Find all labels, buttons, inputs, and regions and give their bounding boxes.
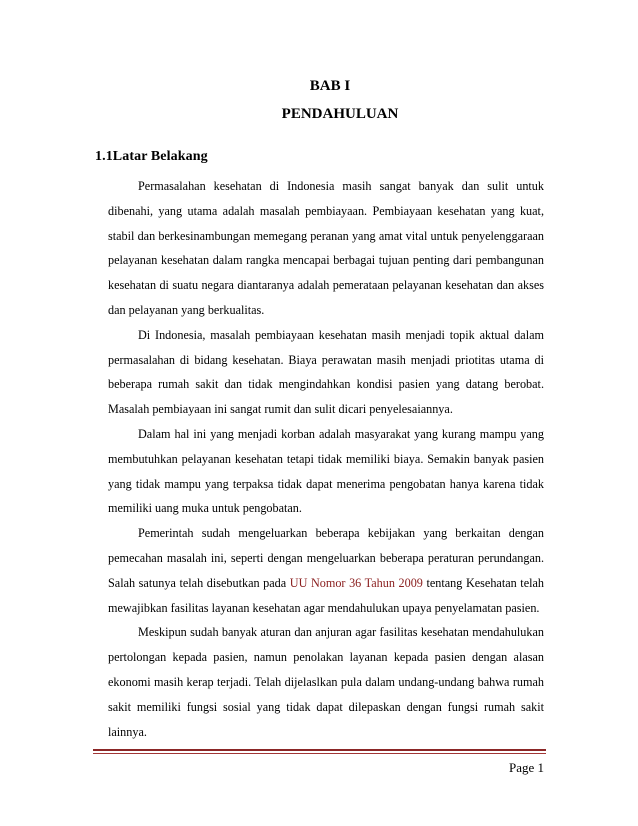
- body-text: [108, 174, 544, 744]
- paragraph-2: Di Indonesia, masalah pembiayaan kesehatan masih menjadi topik aktual dalam permasalahan di bidang kesehatan. Biaya perawatan masih menjadi priotitas utama di beberapa rumah sakit dan tidak mengindahkan kondisi pasien yang datang berobat. Masalah pembiayaan ini sangat rumit dan sulit dicari penyelesaiannya.: [108, 327, 544, 417]
- paragraph-3: Dalam hal ini yang menjadi korban adalah masyarakat yang kurang mampu yang membutuhkan pelayanan kesehatan tetapi tidak memiliki biaya. Semakin banyak pasien yang tidak mampu yang terpaksa tidak dapat menerima pengobatan hanya karena tidak memiliki uang muka untuk pengobatan.: [108, 426, 544, 516]
- paragraph-5: Meskipun sudah banyak aturan dan anjuran agar fasilitas kesehatan mendahulukan pertolongan kepada pasien, namun penolakan layanan kepada pasien dengan alasan ekonomi masih kerap terjadi. Telah dijelaslkan pula dalam undang-undang bahwa rumah sakit memiliki fungsi sosial yang tidak dapat dilepaskan dengan fungsi rumah sakit lainnya.: [108, 625, 544, 739]
- paragraph-4-text-after: tentang Kesehatan telah mewajibkan fasilitas layanan kesehatan agar mendahulukan upaya penyelamatan pasien.: [108, 575, 544, 615]
- chapter-label: BAB I: [309, 78, 351, 94]
- page-number: Page 1: [508, 760, 544, 775]
- paragraph-4: [108, 521, 544, 620]
- law-reference-link[interactable]: UU Nomor 36 Tahun 2009: [289, 575, 423, 590]
- paragraph-1: Permasalahan kesehatan di Indonesia masih sangat banyak dan sulit untuk dibenahi, yang utama adalah masalah pembiayaan. Pembiayaan kesehatan yang kuat, stabil dan berkesinambungan memegang peranan yang amat vital untuk penyelenggaraan pelayanan kesehatan dalam rangka mencapai berbagai tujuan penting dari pembangunan kesehatan di suatu negara diantaranya adalah pemerataan pelayanan kesehatan dan akses dan pelayanan yang berkualitas.: [108, 179, 544, 317]
- footer-rule-thin: [93, 753, 546, 754]
- chapter-title: PENDAHULUAN: [281, 106, 399, 122]
- paragraph-4-text-before: Pemerintah sudah mengeluarkan beberapa kebijakan yang berkaitan dengan pemecahan masalah ini, seperti dengan mengeluarkan beberapa peraturan perundangan. Salah satunya telah disebutkan pada: [108, 526, 544, 590]
- section-heading: 1.1Latar Belakang: [95, 149, 208, 164]
- footer-rule-thick: [93, 749, 546, 751]
